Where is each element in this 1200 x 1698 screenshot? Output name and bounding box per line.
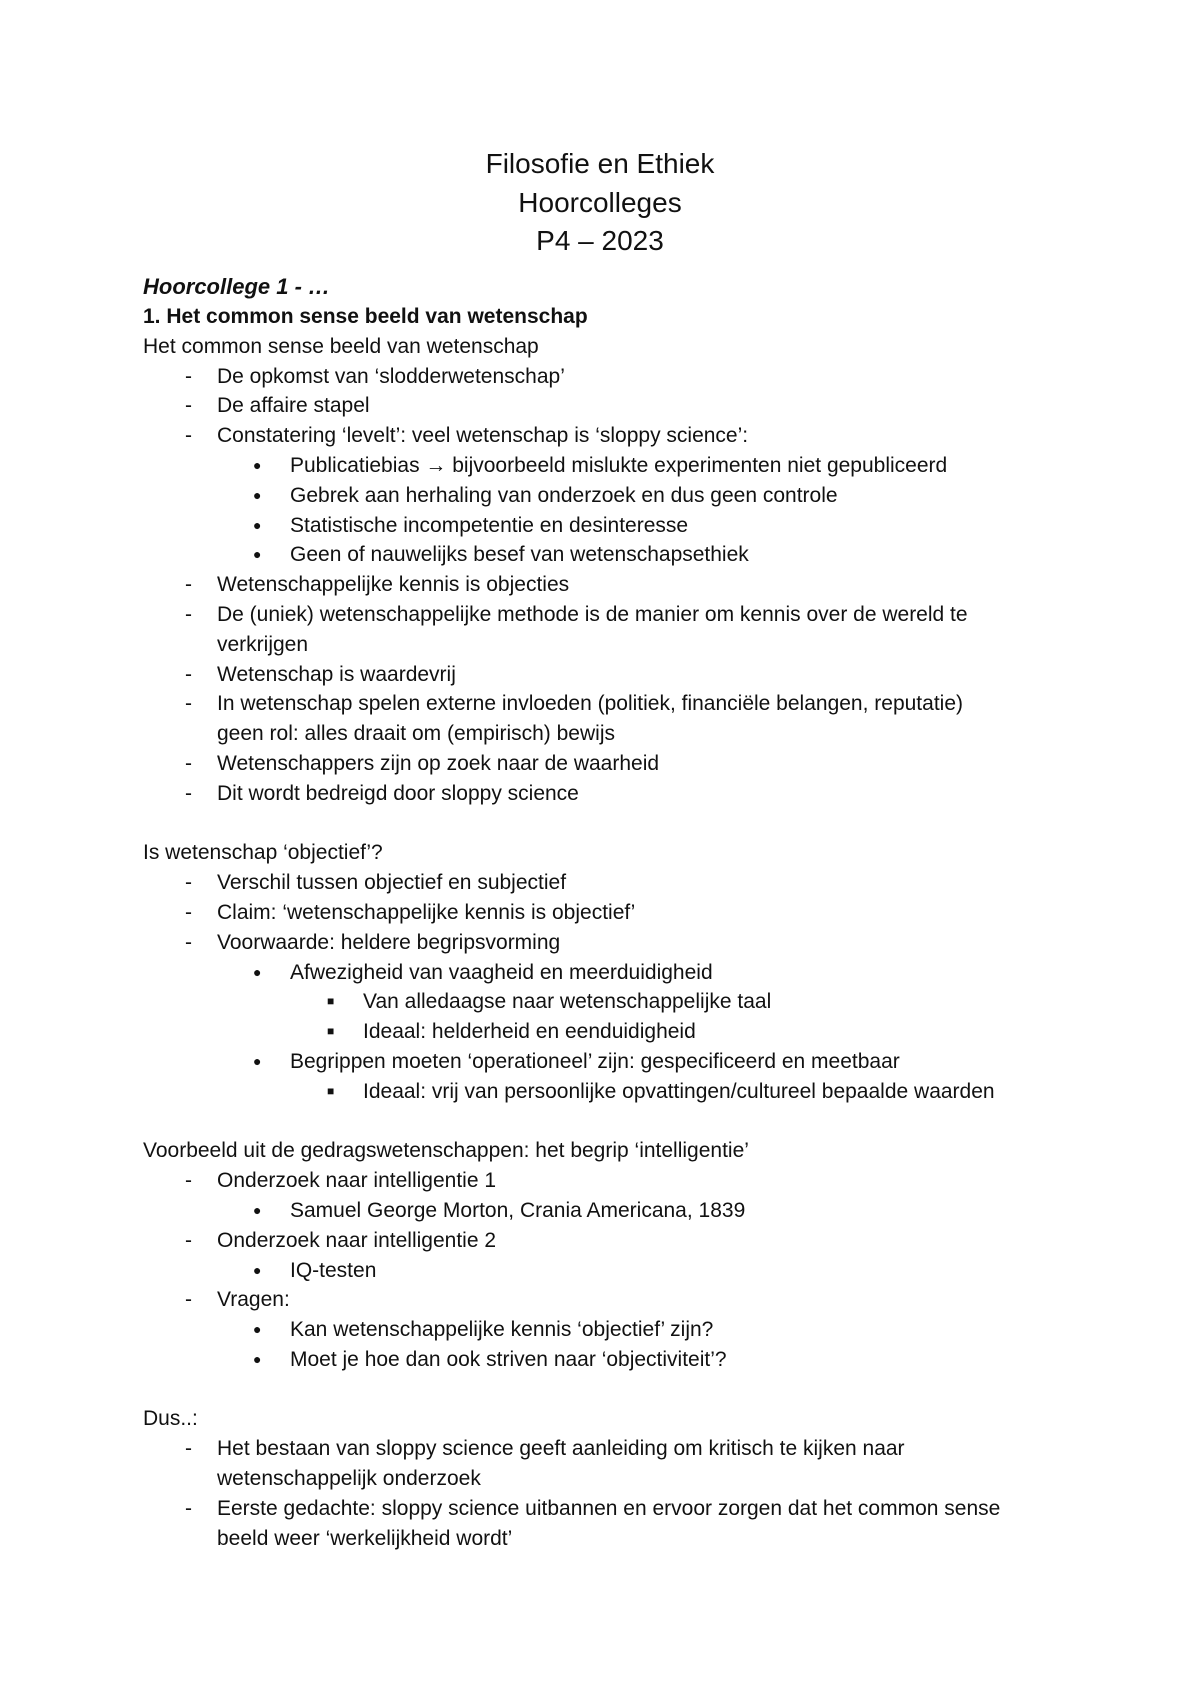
list-item-text: Afwezigheid van vaagheid en meerduidigheid xyxy=(290,960,713,984)
paragraph: Is wetenschap ‘objectief’? xyxy=(143,841,383,865)
list-item xyxy=(143,689,1083,719)
bullet-icon: ● xyxy=(253,456,262,473)
list-item-text: Dit wordt bedreigd door sloppy science xyxy=(217,781,579,805)
list-item xyxy=(143,1166,1083,1196)
list-item-text: Kan wetenschappelijke kennis ‘objectief’ zijn? xyxy=(290,1318,714,1342)
bullet-icon: ● xyxy=(253,1350,262,1367)
list-item-text: IQ-testen xyxy=(290,1258,377,1282)
dash-marker: - xyxy=(185,900,192,924)
list-item-text: Van alledaagse naar wetenschappelijke taal xyxy=(363,990,772,1014)
dash-marker: - xyxy=(185,1228,192,1252)
list-item xyxy=(143,1256,1083,1286)
list-item xyxy=(143,1077,1083,1107)
list-item-text: Eerste gedachte: sloppy science uitbannen en ervoor zorgen dat het common sense xyxy=(217,1496,1001,1520)
blank-line xyxy=(143,1107,1083,1137)
list-item xyxy=(143,987,1083,1017)
bullet-icon: ● xyxy=(253,963,262,980)
dash-marker: - xyxy=(185,602,192,626)
list-item-text: Onderzoek naar intelligentie 1 xyxy=(217,1169,497,1193)
list-item-text: Ideaal: vrij van persoonlijke opvattingen/cultureel bepaalde waarden xyxy=(363,1079,995,1103)
list-item-continuation xyxy=(143,630,1083,660)
bullet-icon: ● xyxy=(253,1261,262,1278)
list-item-text: De opkomst van ‘slodderwetenschap’ xyxy=(217,364,565,388)
list-item xyxy=(143,1017,1083,1047)
dash-marker: - xyxy=(185,394,192,418)
list-item xyxy=(143,1196,1083,1226)
list-item xyxy=(143,1494,1083,1524)
dash-marker: - xyxy=(185,930,192,954)
list-item-text: De (uniek) wetenschappelijke methode is de manier om kennis over de wereld te xyxy=(217,602,968,626)
list-item-continuation xyxy=(143,719,1083,749)
list-item-text: Statistische incompetentie en desinteresse xyxy=(290,513,689,537)
list-item-text: Samuel George Morton, Crania Americana, 1839 xyxy=(290,1198,746,1222)
dash-marker: - xyxy=(185,692,192,716)
square-bullet-icon: ■ xyxy=(327,1024,335,1039)
dash-marker: - xyxy=(185,662,192,686)
document-body xyxy=(143,272,1083,1553)
list-item xyxy=(143,1434,1083,1464)
square-bullet-icon: ■ xyxy=(327,994,335,1009)
list-item xyxy=(143,868,1083,898)
list-item xyxy=(143,660,1083,690)
paragraph: Dus..: xyxy=(143,1407,198,1431)
list-item-text: Publicatiebias → bijvoorbeeld mislukte experimenten niet gepubliceerd xyxy=(290,453,948,477)
paragraph: Het common sense beeld van wetenschap xyxy=(143,334,539,358)
dash-marker: - xyxy=(185,364,192,388)
list-item xyxy=(143,958,1083,988)
bullet-icon: ● xyxy=(253,1321,262,1338)
document-title xyxy=(0,145,1200,261)
list-item-text: verkrijgen xyxy=(217,632,309,656)
list-item-text: Claim: ‘wetenschappelijke kennis is objectief’ xyxy=(217,900,636,924)
list-item-text: Wetenschappelijke kennis is objecties xyxy=(217,573,570,597)
list-item xyxy=(143,1047,1083,1077)
list-item-text: Het bestaan van sloppy science geeft aanleiding om kritisch te kijken naar xyxy=(217,1437,905,1461)
list-item-text: Ideaal: helderheid en eenduidigheid xyxy=(363,1020,696,1044)
list-item-continuation xyxy=(143,1464,1083,1494)
section-heading: 1. Het common sense beeld van wetenschap xyxy=(143,305,588,328)
list-item-text: Wetenschap is waardevrij xyxy=(217,662,456,686)
list-item xyxy=(143,511,1083,541)
square-bullet-icon: ■ xyxy=(327,1083,335,1098)
dash-marker: - xyxy=(185,1288,192,1312)
list-item-text: Constatering ‘levelt’: veel wetenschap is ‘sloppy science’: xyxy=(217,424,749,448)
list-item xyxy=(143,1285,1083,1315)
list-item xyxy=(143,600,1083,630)
list-item-text: Gebrek aan herhaling van onderzoek en dus geen controle xyxy=(290,483,838,507)
list-item xyxy=(143,391,1083,421)
list-item-text: De affaire stapel xyxy=(217,394,370,418)
list-item xyxy=(143,779,1083,809)
list-item-text: Verschil tussen objectief en subjectief xyxy=(217,871,567,895)
paragraph: Voorbeeld uit de gedragswetenschappen: het begrip ‘intelligentie’ xyxy=(143,1139,749,1163)
list-item xyxy=(143,898,1083,928)
list-item xyxy=(143,421,1083,451)
list-item-text: Onderzoek naar intelligentie 2 xyxy=(217,1228,497,1252)
list-item xyxy=(143,481,1083,511)
list-item-text: Geen of nauwelijks besef van wetenschapsethiek xyxy=(290,543,749,567)
dash-marker: - xyxy=(185,1496,192,1520)
list-item-continuation xyxy=(143,1524,1083,1554)
list-item xyxy=(143,570,1083,600)
blank-line xyxy=(143,809,1083,839)
list-item-text: Begrippen moeten ‘operationeel’ zijn: gespecificeerd en meetbaar xyxy=(290,1049,900,1073)
list-item-text: geen rol: alles draait om (empirisch) bewijs xyxy=(217,722,615,746)
list-item-text: wetenschappelijk onderzoek xyxy=(217,1467,481,1491)
bullet-icon: ● xyxy=(253,516,262,533)
dash-marker: - xyxy=(185,871,192,895)
dash-marker: - xyxy=(185,573,192,597)
dash-marker: - xyxy=(185,1437,192,1461)
list-item-text: Vragen: xyxy=(217,1288,290,1312)
list-item-text: Voorwaarde: heldere begripsvorming xyxy=(217,930,561,954)
list-item xyxy=(143,1315,1083,1345)
bullet-icon: ● xyxy=(253,1052,262,1069)
bullet-icon: ● xyxy=(253,1201,262,1218)
list-item xyxy=(143,451,1083,481)
list-item-text: Moet je hoe dan ook striven naar ‘objectiviteit’? xyxy=(290,1347,727,1371)
title-line-3: P4 – 2023 xyxy=(536,225,664,256)
list-item xyxy=(143,540,1083,570)
dash-marker: - xyxy=(185,1169,192,1193)
list-item-text: Wetenschappers zijn op zoek naar de waarheid xyxy=(217,751,660,775)
blank-line xyxy=(143,1375,1083,1405)
lecture-heading: Hoorcollege 1 - … xyxy=(143,274,331,299)
dash-marker: - xyxy=(185,751,192,775)
dash-marker: - xyxy=(185,424,192,448)
list-item xyxy=(143,928,1083,958)
list-item xyxy=(143,749,1083,779)
list-item xyxy=(143,1345,1083,1375)
list-item-text: In wetenschap spelen externe invloeden (politiek, financiële belangen, reputatie) xyxy=(217,692,963,716)
list-item xyxy=(143,1226,1083,1256)
list-item-text: beeld weer ‘werkelijkheid wordt’ xyxy=(217,1526,513,1550)
bullet-icon: ● xyxy=(253,546,262,563)
list-item xyxy=(143,362,1083,392)
dash-marker: - xyxy=(185,781,192,805)
title-line-2: Hoorcolleges xyxy=(518,186,682,218)
title-line-1: Filosofie en Ethiek xyxy=(485,148,715,179)
bullet-icon: ● xyxy=(253,486,262,503)
